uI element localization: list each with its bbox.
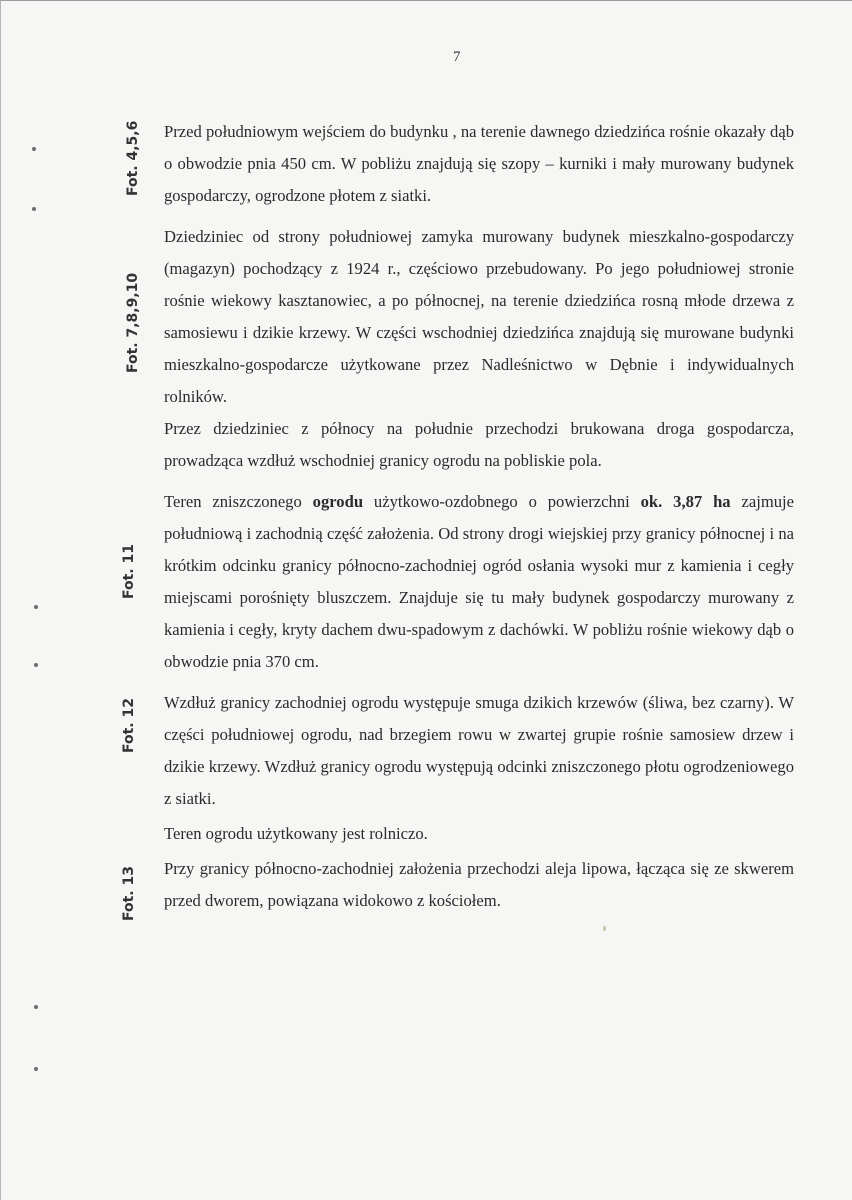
paragraph-4-bold-area: ok. 3,87 ha (640, 492, 731, 511)
paragraph-3: Przez dziedziniec z północy na południe przechodzi brukowana droga gospodarcza, prowadząca wzdłuż wschodniej granicy ogrodu na pobliskie pola. (164, 419, 794, 470)
punch-hole-1 (32, 147, 36, 151)
paragraph-1: Przed południowym wejściem do budynku , na terenie dawnego dziedzińca rośnie okazały dąb o obwodzie pnia 450 cm. W pobliżu znajdują się szopy – kurniki i mały murowany budynek gospodarczy, ogrodzone płotem z siatki. (164, 122, 794, 205)
paper-speck (603, 926, 606, 931)
margin-note-fot-11: Fot. 11 (121, 544, 137, 599)
margin-note-fot-13: Fot. 13 (121, 866, 137, 921)
punch-hole-5 (34, 1005, 38, 1009)
punch-hole-4 (34, 663, 38, 667)
paragraph-4-bold-ogrodu: ogrodu (312, 492, 364, 511)
paragraph-5: Wzdłuż granicy zachodniej ogrodu występuje smuga dzikich krzewów (śliwa, bez czarny). W części południowej ogrodu, nad brzegiem rowu w zwartej grupie rośnie samosiew drzew i dzikie krzewy. Wzdłuż granicy ogrodu występują odcinki zniszczonego płotu ogrodzeniowego z siatki. (164, 693, 794, 808)
paragraph-7: Przy granicy północno-zachodniej założenia przechodzi aleja lipowa, łącząca się ze skwerem przed dworem, powiązana widokowo z kościołem. (164, 859, 794, 910)
paragraph-4-text-c: zajmuje południową i zachodnią część założenia. Od strony drogi wiejskiej przy granicy północnej i na krótkim odcinku granicy północno-zachodniej ogród osłania wysoki mur z kamienia i cegły miejscami porośnięty bluszczem. Znajduje się tu mały budynek gospodarczy murowany z kamienia i cegły, kryty dachem dwu-spadowym z dachówki. W pobliżu rośnie wiekowy dąb o obwodzie pnia 370 cm. (164, 492, 794, 671)
paragraph-6: Teren ogrodu użytkowany jest rolniczo. (164, 824, 428, 843)
paragraph-4-text-a: Teren zniszczonego (164, 492, 313, 511)
punch-hole-2 (32, 207, 36, 211)
punch-hole-6 (34, 1067, 38, 1071)
margin-note-fot-12: Fot. 12 (121, 698, 137, 753)
page-number: 7 (453, 49, 461, 65)
paragraph-2: Dziedziniec od strony południowej zamyka murowany budynek mieszkalno-gospodarczy (magazyn) pochodzący z 1924 r., częściowo przebudowany. Po jego południowej stronie rośnie wiekowy kasztanowiec, a po północnej, na terenie dziedzińca rosną młode drzewa z samosiewu i dzikie krzewy. W części wschodniej dziedzińca znajdują się murowane budynki mieszkalno-gospodarcze użytkowane przez Nadleśnictwo w Dębnie i indywidualnych rolników. (164, 227, 794, 406)
body-text (164, 116, 794, 917)
margin-note-fot-7-8-9-10: Fot. 7,8,9,10 (125, 272, 141, 373)
paragraph-4-text-b: użytkowo-ozdobnego o powierzchni (363, 492, 641, 511)
margin-note-fot-4-5-6: Fot. 4,5,6 (125, 120, 141, 196)
punch-hole-3 (34, 605, 38, 609)
paragraph-4 (164, 486, 794, 678)
